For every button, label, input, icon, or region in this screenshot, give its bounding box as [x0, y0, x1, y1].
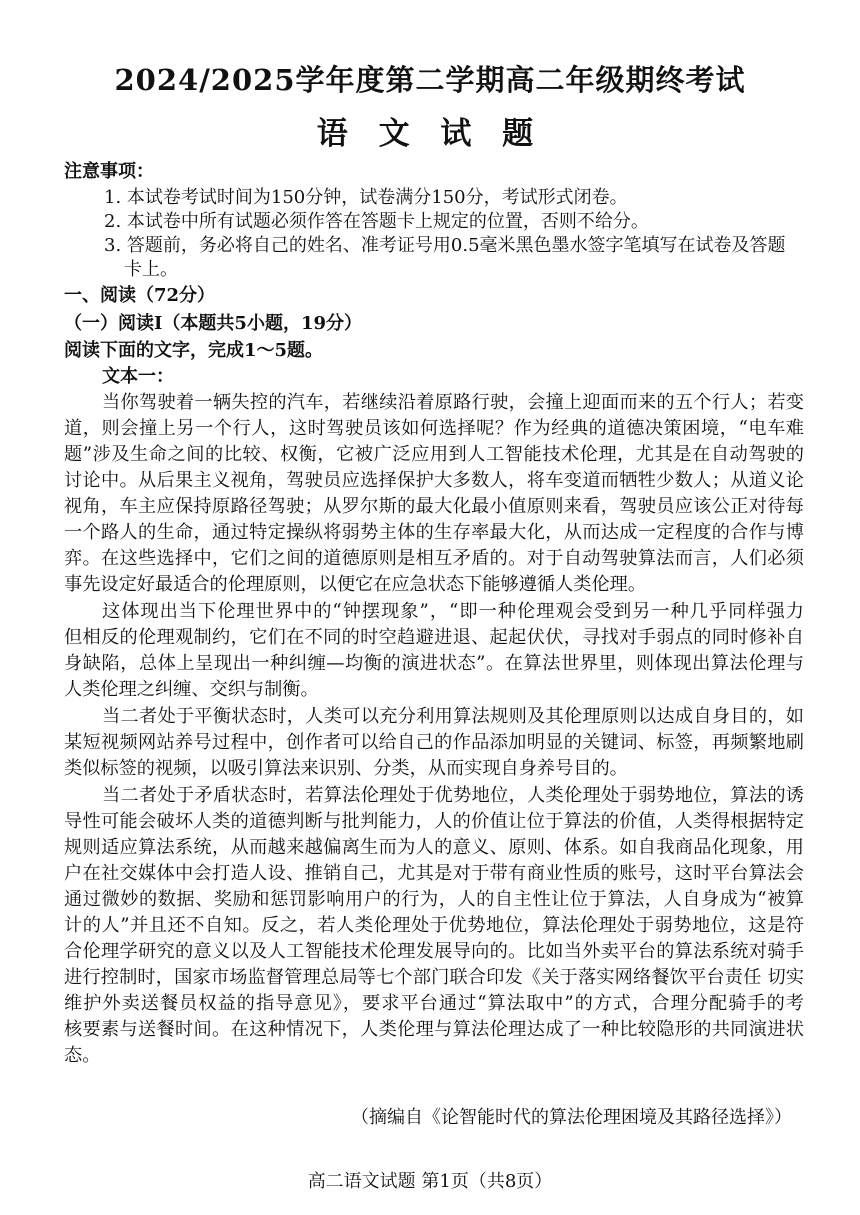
page-footer: 高二语文试题 第1页（共8页） [307, 1171, 553, 1192]
passage-line: 道，则会撞上另一个行人，这时驾驶员该如何选择呢？作为经典的道德决策困境，“电车难 [64, 418, 804, 439]
passage-line: 核要素与送餐时间。在这种情况下，人类伦理与算法伦理达成了一种比较隐形的共同演进状 [64, 1019, 804, 1040]
section-heading: 一、阅读（72分） [64, 285, 216, 306]
text-label: 文本一： [102, 366, 174, 387]
passage-line: 事先设定好最适合的伦理原则，以便它在应急状态下能够遵循人类伦理。 [64, 574, 647, 595]
notice-heading: 注意事项： [64, 161, 154, 182]
notice-item-3-cont: 卡上。 [124, 259, 178, 280]
passage-line: 态。 [64, 1045, 101, 1066]
notice-item-3: 3. 答题前，务必将自己的姓名、准考证号用0.5毫米黑色墨水签字笔填写在试卷及答题 [104, 235, 786, 256]
passage-line: 户在社交媒体中会打造人设、推销自己，尤其是对于带有商业性质的账号，这时平台算法会 [64, 863, 804, 884]
passage-source: （摘编自《论智能时代的算法伦理困境及其路径选择》） [351, 1107, 792, 1128]
reading-instruction: 阅读下面的文字，完成1～5题。 [64, 340, 324, 361]
notice-item-1: 1. 本试卷考试时间为150分钟，试卷满分150分，考试形式闭卷。 [104, 187, 628, 208]
passage-line: 规则适应算法系统，从而越来越偏离生而为人的意义、原则、体系。如自我商品化现象，用 [64, 837, 804, 858]
sub-section-heading: （一）阅读Ⅰ（本题共5小题，19分） [64, 313, 362, 334]
passage-line: 当二者处于矛盾状态时，若算法伦理处于优势地位，人类伦理处于弱势地位，算法的诱 [102, 785, 804, 806]
exam-subtitle: 语 文 试 题 [316, 116, 544, 152]
passage-line: 人类伦理之纠缠、交织与制衡。 [64, 679, 319, 700]
passage-line: 但相反的伦理观制约，它们在不同的时空趋避进退、起起伏伏，寻找对手弱点的同时修补自 [64, 627, 804, 648]
passage-line: 题”涉及生命之间的比较、权衡，它被广泛应用到人工智能技术伦理，尤其是在自动驾驶的 [64, 444, 804, 465]
passage-line: 这体现出当下伦理世界中的“钟摆现象”，“即一种伦理观会受到另一种几乎同样强力 [102, 601, 804, 622]
passage-line: 计的人”并且还不自知。反之，若人类伦理处于优势地位，算法伦理处于弱势地位，这是符 [64, 915, 804, 936]
passage-line: 当你驾驶着一辆失控的汽车，若继续沿着原路行驶，会撞上迎面而来的五个行人；若变 [102, 392, 804, 413]
passage-line: 进行控制时，国家市场监督管理总局等七个部门联合印发《关于落实网络餐饮平台责任 切实 [64, 967, 804, 988]
passage-line: 弈。在这些选择中，它们之间的道德原则是相互矛盾的。对于自动驾驶算法而言，人们必须 [64, 548, 804, 569]
passage-line: 类似标签的视频，以吸引算法来识别、分类，从而实现自身养号目的。 [64, 758, 628, 779]
notice-item-2: 2. 本试卷中所有试题必须作答在答题卡上规定的位置，否则不给分。 [104, 211, 649, 232]
passage-line: 维护外卖送餐员权益的指导意见》，要求平台通过“算法取中”的方式，合理分配骑手的考 [64, 993, 804, 1014]
passage-line: 身缺陷，总体上呈现出一种纠缠—均衡的演进状态”。在算法世界里，则体现出算法伦理与 [64, 653, 804, 674]
passage-line: 某短视频网站养号过程中，创作者可以给自己的作品添加明显的关键词、标签，再频繁地刷 [64, 732, 804, 753]
passage-line: 合伦理学研究的意义以及人工智能技术伦理发展导向的。比如当外卖平台的算法系统对骑手 [64, 941, 804, 962]
passage-line: 通过微妙的数据、奖励和惩罚影响用户的行为，人的自主性让位于算法，人自身成为“被算 [64, 889, 804, 910]
passage-line: 视角，车主应保持原路径驾驶；从罗尔斯的最大化最小值原则来看，驾驶员应该公正对待每 [64, 496, 804, 517]
passage-line: 讨论中。从后果主义视角，驾驶员应选择保护大多数人，将车变道而牺牲少数人；从道义论 [64, 470, 804, 491]
exam-title: 2024/2025学年度第二学期高二年级期终考试 [114, 63, 746, 97]
passage-line: 当二者处于平衡状态时，人类可以充分利用算法规则及其伦理原则以达成自身目的，如 [102, 706, 804, 727]
passage-line: 导性可能会破坏人类的道德判断与批判能力，人的价值让位于算法的价值，人类得根据特定 [64, 811, 804, 832]
passage-line: 一个路人的生命，通过特定操纵将弱势主体的生存率最大化，从而达成一定程度的合作与博 [64, 522, 804, 543]
